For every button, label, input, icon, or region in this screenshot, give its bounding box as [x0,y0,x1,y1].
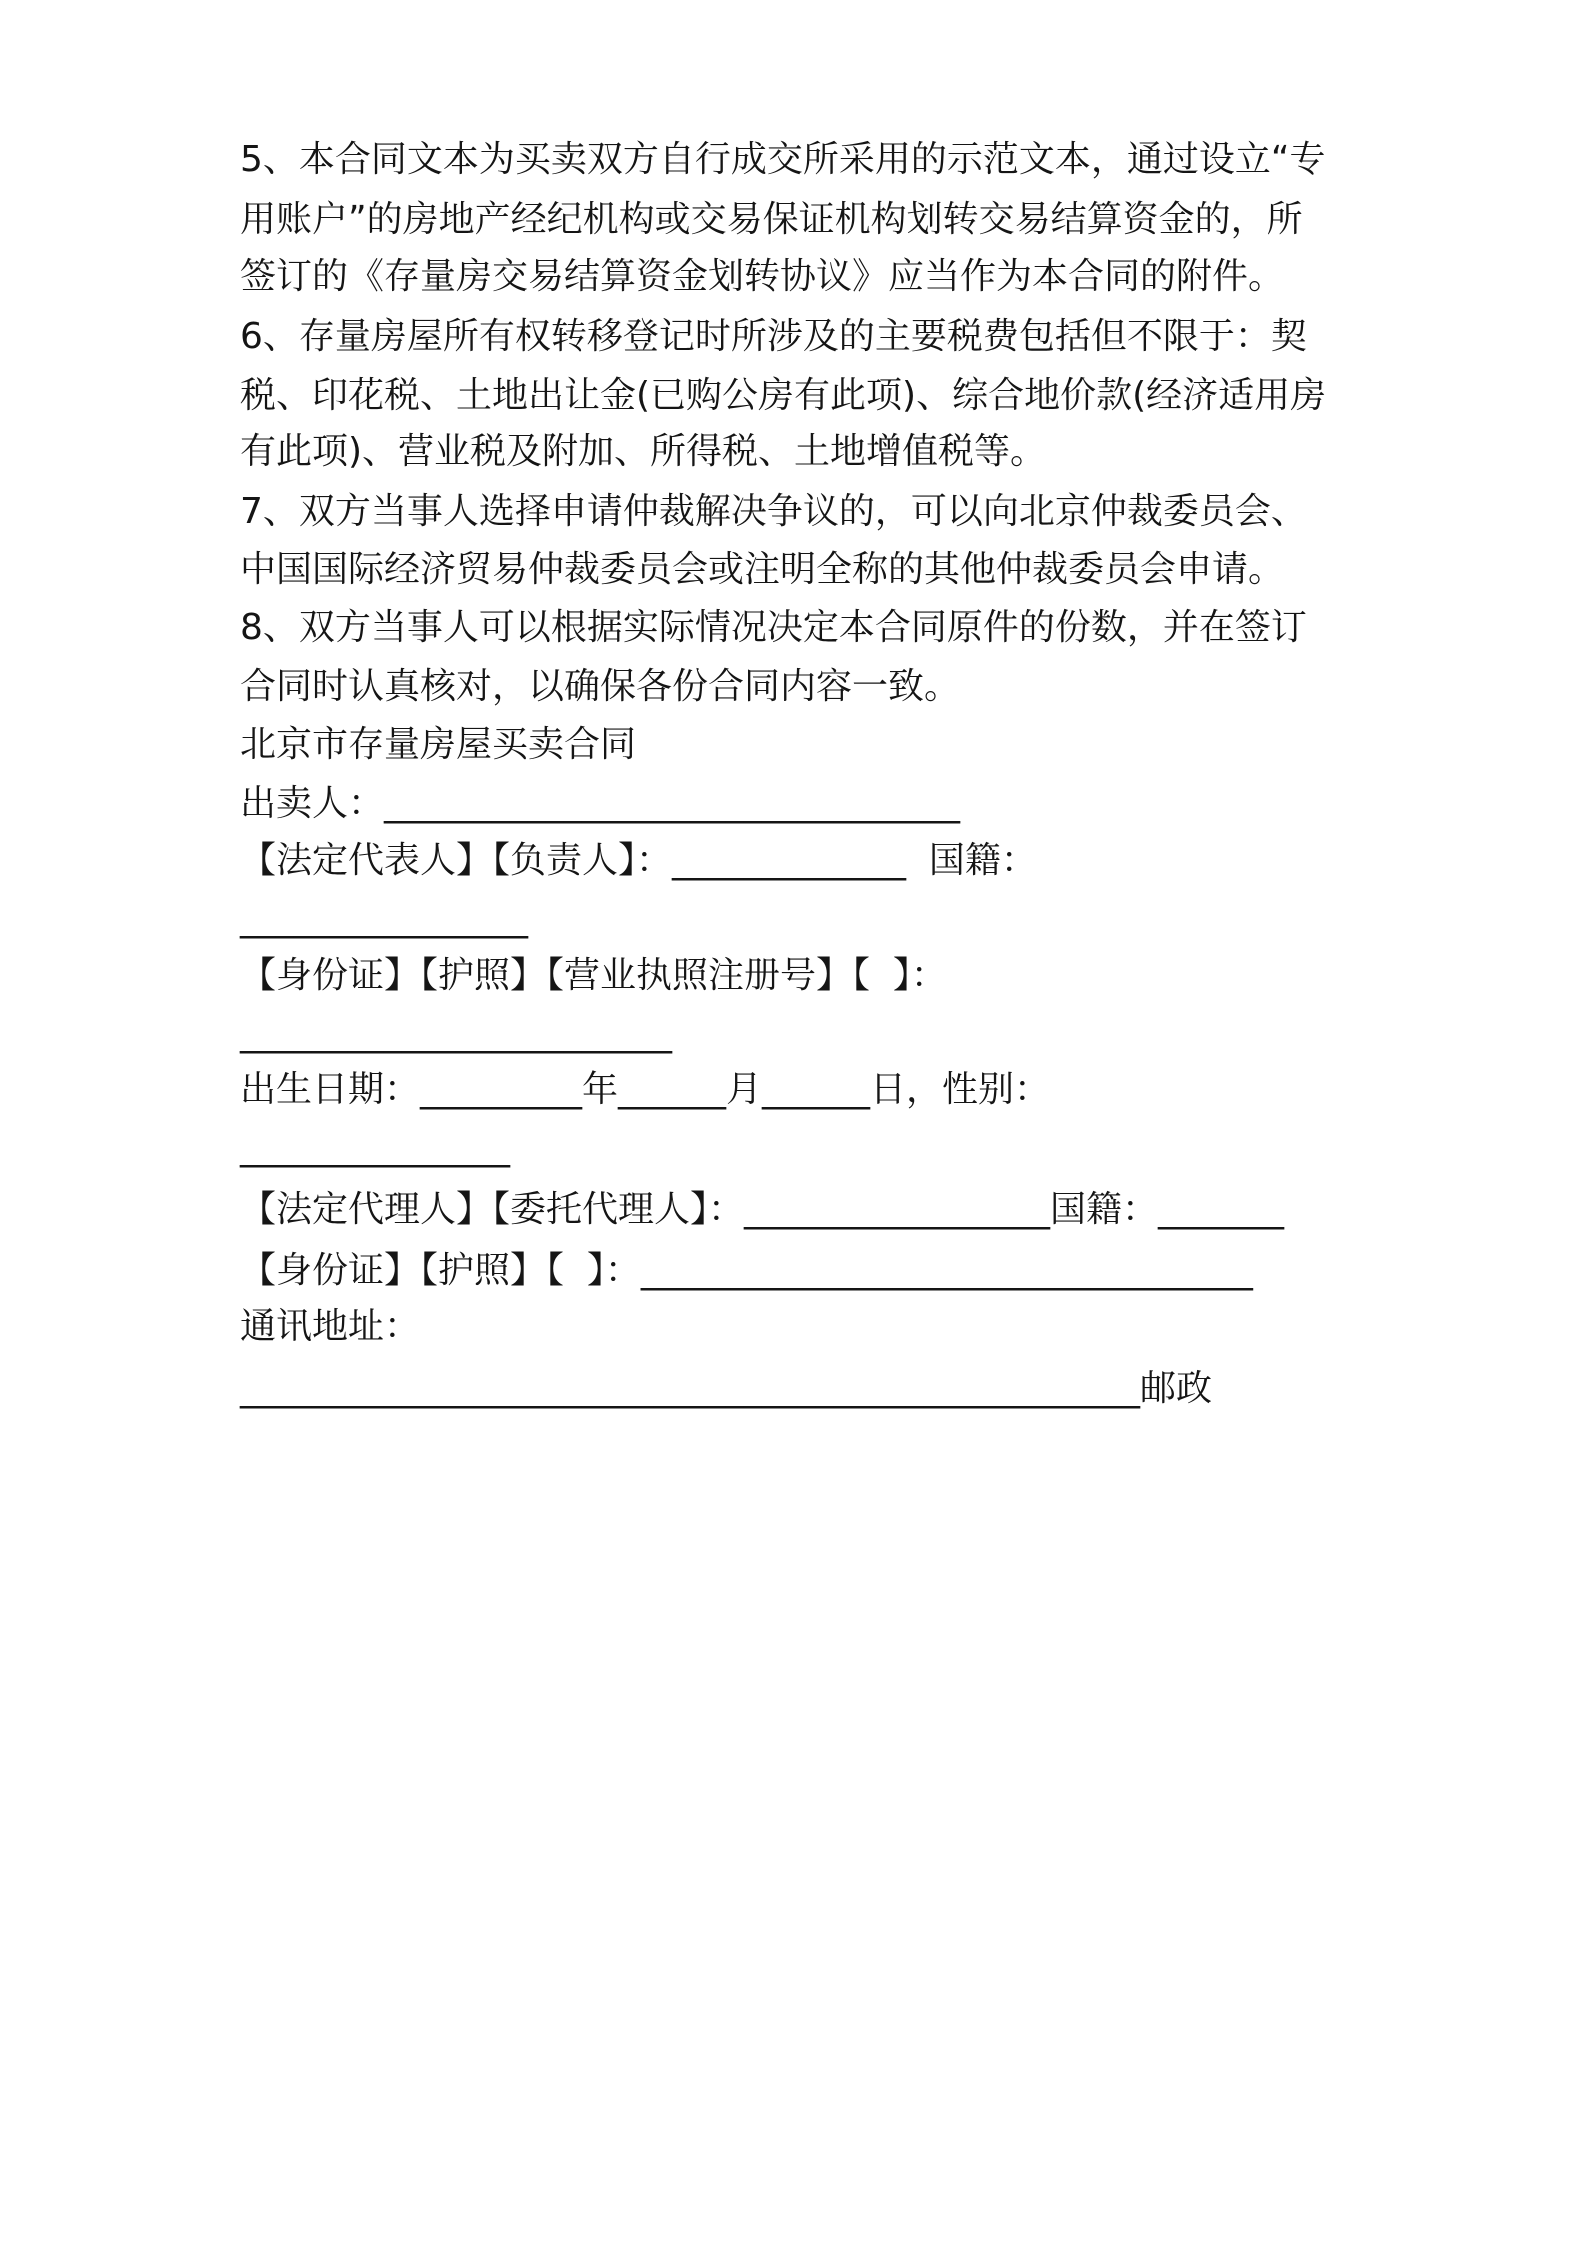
seller-field: 出卖人：________________________________ [240,783,961,824]
paragraph-5-line-3: 签订的《存量房交易结算资金划转协议》应当作为本合同的附件。 [240,256,1285,297]
paragraph-8-line-1: 8、双方当事人可以根据实际情况决定本合同原件的份数，并在签订 [240,607,1307,648]
paragraph-6-line-1: 6、存量房屋所有权转移登记时所涉及的主要税费包括但不限于：契 [240,316,1307,357]
address-line: __________________________________________________邮政 [240,1368,1212,1409]
id-document-field: 【身份证】【护照】【营业执照注册号】【 】： [240,955,947,996]
birth-date-field: 出生日期：_________年______月______日，性别： [240,1069,1051,1110]
paragraph-7-line-2: 中国国际经济贸易仲裁委员会或注明全称的其他仲裁委员会申请。 [240,549,1285,590]
legal-representative-field: 【法定代表人】【负责人】：_____________ 国籍： [240,840,1037,881]
paragraph-7-line-1: 7、双方当事人选择申请仲裁解决争议的，可以向北京仲裁委员会、 [240,491,1307,532]
paragraph-5-line-2: 用账户”的房地产经纪机构或交易保证机构划转交易结算资金的，所 [240,199,1303,240]
gender-blank: _______________ [240,1127,510,1168]
contract-title: 北京市存量房屋买卖合同 [240,724,637,765]
agent-id-document-field: 【身份证】【护照】【 】：__________________________________ [240,1250,1253,1291]
paragraph-6-line-2: 税、印花税、土地出让金(已购公房有此项)、综合地价款(经济适用房 [240,375,1327,416]
paragraph-8-line-2: 合同时认真核对，以确保各份合同内容一致。 [240,666,961,707]
agent-field: 【法定代理人】【委托代理人】：_________________国籍：_______ [240,1189,1285,1230]
nationality-blank: ________________ [240,898,528,939]
address-label: 通讯地址： [240,1306,421,1347]
paragraph-5-line-1: 5、本合同文本为买卖双方自行成交所采用的示范文本，通过设立“专 [240,139,1326,180]
paragraph-6-line-3: 有此项)、营业税及附加、所得税、土地增值税等。 [240,431,1047,472]
id-number-blank: ________________________ [240,1013,672,1054]
